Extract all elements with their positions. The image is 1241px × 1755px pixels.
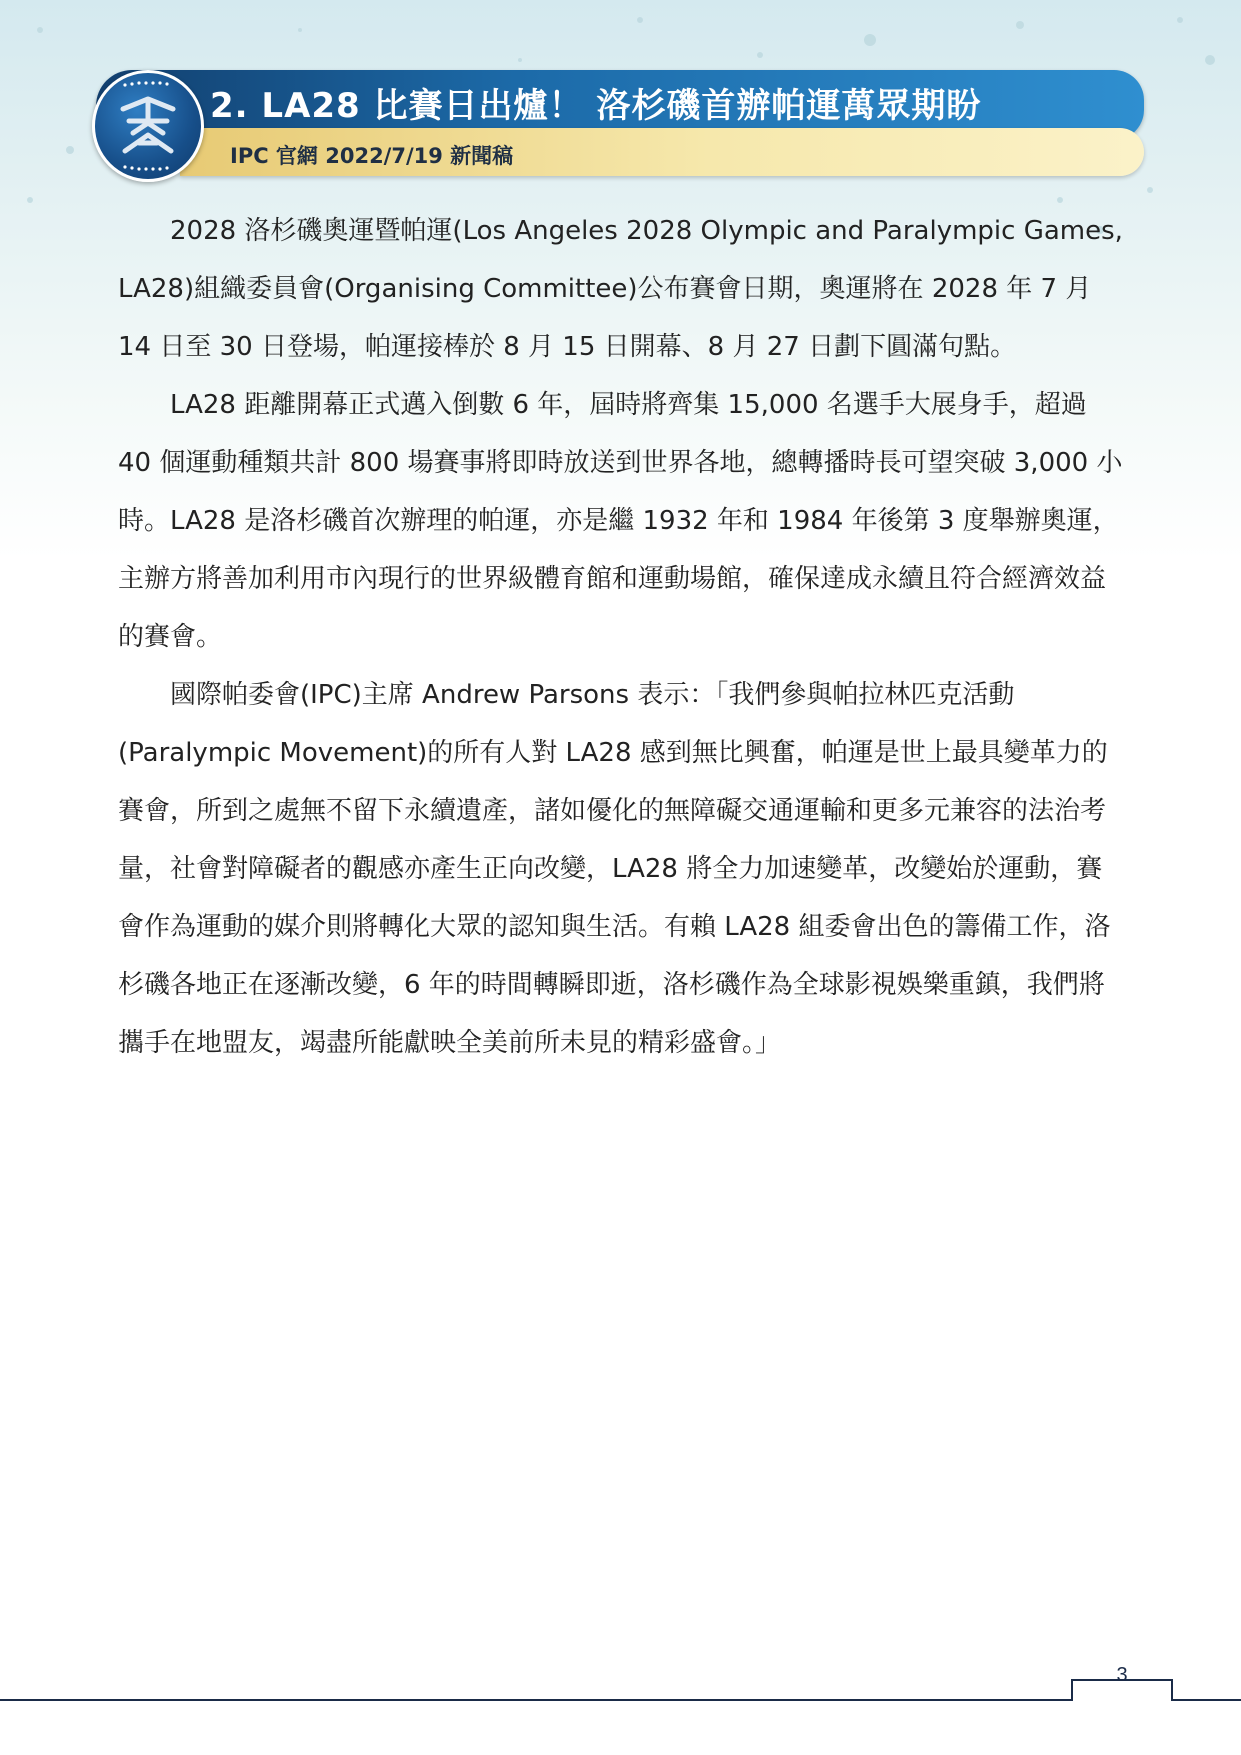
- paragraph-3: 國際帕委會(IPC)主席 Andrew Parsons 表示：「我們參與帕拉林匹克活動(Paralympic Movement)的所有人對 LA28 感到無比興奮，帕運是世上最具變革力的賽會，所到之處無不留下永續遺產，諸如優化的無障礙交通運輸和更多元兼容的法治考量，社會對障礙者的觀感亦產生正向改變，LA28 將全力加速變革，改變始於運動，賽會作為運動的媒介則將轉化大眾的認知與生活。有賴 LA28 組委會出色的籌備工作，洛杉磯各地正在逐漸改變，6 年的時間轉瞬即逝，洛杉磯作為全球影視娛樂重鎮，我們將攜手在地盟友，竭盡所能獻映全美前所未見的精彩盛會。」: [118, 680, 1111, 1058]
- logo-icon: [95, 73, 201, 179]
- paragraph-2: LA28 距離開幕正式邁入倒數 6 年，屆時將齊集 15,000 名選手大展身手，超過 40 個運動種類共計 800 場賽事將即時放送到世界各地，總轉播時長可望突破 3,000 小時。LA28 是洛杉磯首次辦理的帕運，亦是繼 1932 年和 1984 年後第 3 度舉辦奧運，主辦方將善加利用市內現行的世界級體育館和運動場館，確保達成永續且符合經濟效益的賽會。: [118, 390, 1123, 652]
- page-title: 2. LA28 比賽日出爐！ 洛杉磯首辦帕運萬眾期盼: [210, 86, 982, 126]
- paragraph-1: 2028 洛杉磯奧運暨帕運(Los Angeles 2028 Olympic and Paralympic Games, LA28)組織委員會(Organising Committee)公布賽會日期，奧運將在 2028 年 7 月 14 日至 30 日登場，帕運接棒於 8 月 15 日開幕、8 月 27 日劃下圓滿句點。: [118, 216, 1123, 362]
- footer-divider: [0, 1650, 1241, 1710]
- source-subtitle: IPC 官網 2022/7/19 新聞稿: [230, 144, 514, 168]
- page-number: 3: [1116, 1664, 1128, 1686]
- logo-emblem: [92, 70, 204, 182]
- article-body: [118, 202, 1123, 1072]
